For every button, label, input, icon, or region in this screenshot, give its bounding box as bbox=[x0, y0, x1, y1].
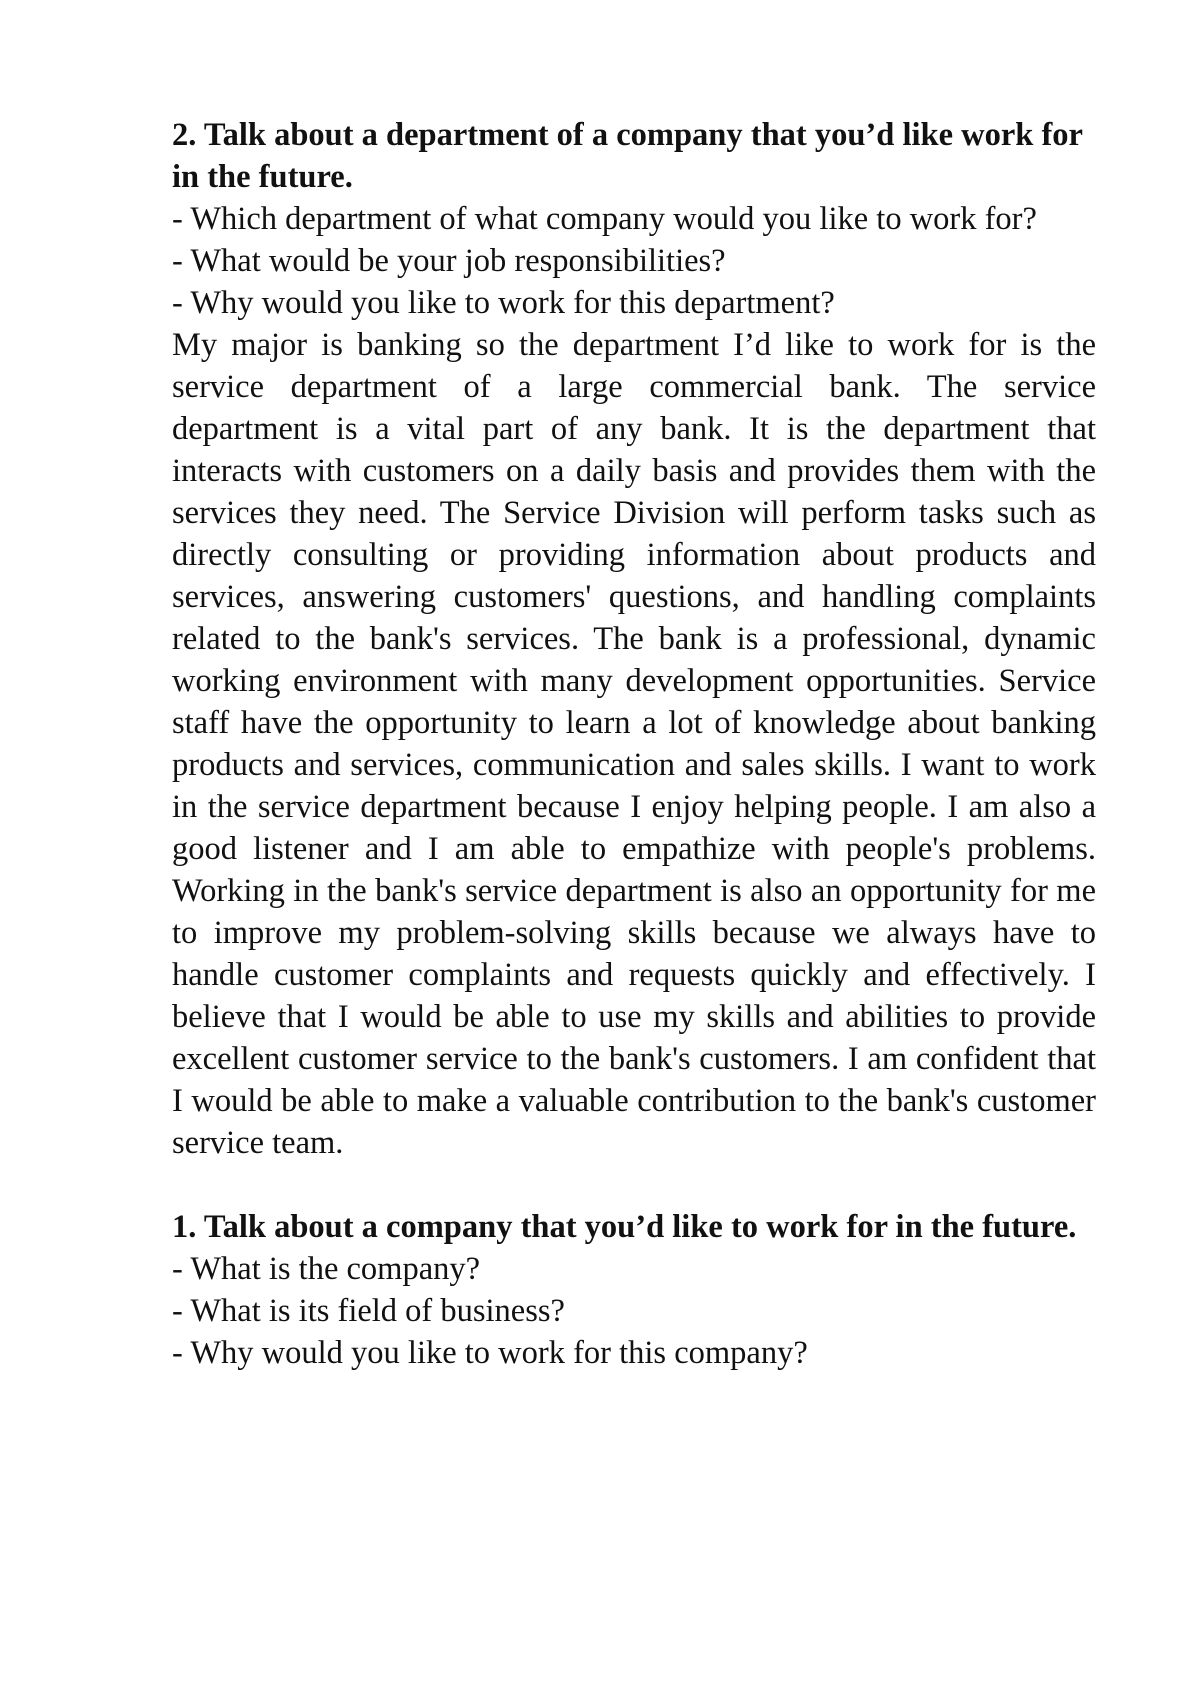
question-item: - Why would you like to work for this company? bbox=[172, 1335, 808, 1371]
question-item: - What is the company? bbox=[172, 1251, 481, 1287]
section-department bbox=[172, 114, 1096, 1164]
section-heading: 2. Talk about a department of a company that you’d like work for in the future. bbox=[172, 117, 1083, 195]
question-list bbox=[172, 198, 1096, 324]
question-item: - Which department of what company would you like to work for? bbox=[172, 201, 1037, 237]
question-item: - Why would you like to work for this department? bbox=[172, 285, 835, 321]
question-item: - What would be your job responsibilities? bbox=[172, 243, 726, 279]
question-list bbox=[172, 1248, 1096, 1374]
question-item: - What is its field of business? bbox=[172, 1293, 565, 1329]
section-spacer bbox=[172, 1164, 1096, 1206]
answer-paragraph: My major is banking so the department I’d like to work for is the service department of a large commercial bank. The service department is a vital part of any bank. It is the department that interacts with customers on a daily basis and provides them with the services they need. The Service Division will perform tasks such as directly consulting or providing information about products and services, answering customers' questions, and handling complaints related to the bank's services. The bank is a professional, dynamic working environment with many development opportunities. Service staff have the opportunity to learn a lot of knowledge about banking products and services, communication and sales skills. I want to work in the service department because I enjoy helping people. I am also a good listener and I am able to empathize with people's problems. Working in the bank's service department is also an opportunity for me to improve my problem-solving skills because we always have to handle customer complaints and requests quickly and effectively. I believe that I would be able to use my skills and abilities to provide excellent customer service to the bank's customers. I am confident that I would be able to make a valuable contribution to the bank's customer service team. bbox=[172, 327, 1096, 1161]
section-heading: 1. Talk about a company that you’d like to work for in the future. bbox=[172, 1209, 1077, 1245]
document-page bbox=[172, 114, 1096, 1374]
section-company bbox=[172, 1206, 1096, 1374]
